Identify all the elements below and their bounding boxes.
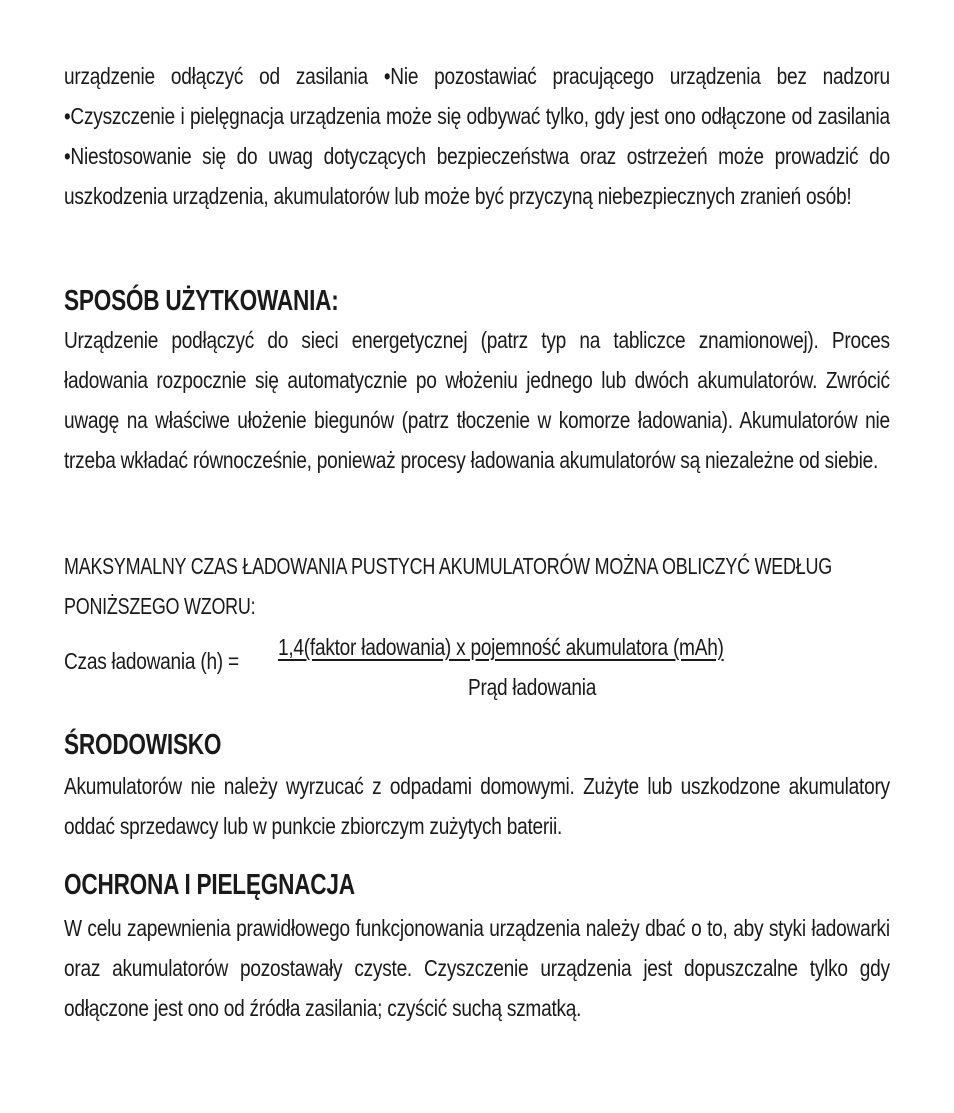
charge-time-formula [64, 632, 890, 702]
formula-numerator: 1,4(faktor ładowania) x pojemność akumulatora (mAh) [278, 634, 724, 660]
max-charge-time-note: MAKSYMALNY CZAS ŁADOWANIA PUSTYCH AKUMULATORÓW MOŻNA OBLICZYĆ WEDŁUG PONIŻSZEGO WZORU: [64, 553, 832, 619]
formula-denominator: Prąd ładowania [468, 674, 597, 700]
environment-paragraph: Akumulatorów nie należy wyrzucać z odpadami domowymi. Zużyte lub uszkodzone akumulatory oddać sprzedawcy lub w punkcie zbiorczym zużytych baterii. [64, 773, 890, 839]
intro-paragraph: urządzenie odłączyć od zasilania •Nie pozostawiać pracującego urządzenia bez nadzoru •Czyszczenie i pielęgnacja urządzenia może się odbywać tylko, gdy jest ono odłączone od zasilania •Niestosowanie się do uwag dotyczących bezpieczeństwa oraz ostrzeżeń może prowadzić do uszkodzenia urządzenia, akumulatorów lub może być przyczyną niebezpiecznych zranień osób! [64, 63, 890, 209]
environment-heading: ŚRODOWISKO [64, 729, 222, 761]
formula-label: Czas ładowania (h) = [64, 648, 239, 674]
care-paragraph: W celu zapewnienia prawidłowego funkcjonowania urządzenia należy dbać o to, aby styki ładowarki oraz akumulatorów pozostawały czyste. Czyszczenie urządzenia jest dopuszczalne tylko gdy odłączone jest ono od źródła zasilania; czyścić suchą szmatką. [64, 915, 890, 1021]
care-heading: OCHRONA I PIELĘGNACJA [64, 869, 355, 901]
usage-paragraph: Urządzenie podłączyć do sieci energetycznej (patrz typ na tabliczce znamionowej). Proces ładowania rozpocznie się automatycznie po włożeniu jednego lub dwóch akumulatorów. Zwrócić uwagę na właściwe ułożenie biegunów (patrz tłoczenie w komorze ładowania). Akumulatorów nie trzeba wkładać równocześnie, ponieważ procesy ładowania akumulatorów są niezależne od siebie. [64, 327, 890, 473]
usage-heading: SPOSÓB UŻYTKOWANIA: [64, 285, 339, 317]
